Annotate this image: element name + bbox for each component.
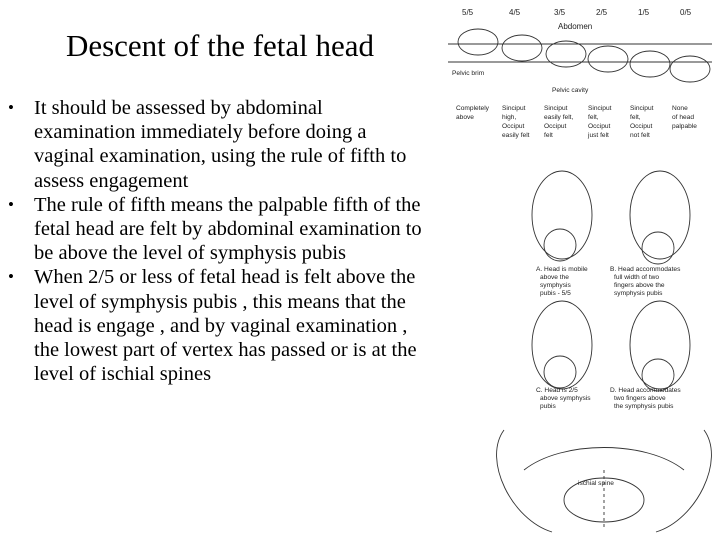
fifth-label: 0/5 (680, 8, 692, 17)
descriptor-line: palpable (672, 123, 697, 130)
descriptor-line: Occiput (502, 123, 525, 130)
bullet-list (8, 96, 428, 386)
fifth-label: 1/5 (638, 8, 650, 17)
caption-line: A. Head is mobile (536, 266, 588, 273)
pelvic-cavity-label: Pelvic cavity (552, 87, 589, 94)
descriptor-line: not felt (630, 132, 650, 139)
caption-line: B. Head accommodates (610, 266, 681, 273)
caption-line: above the (540, 274, 569, 281)
slide-title: Descent of the fetal head (65, 28, 375, 63)
fetal-head (544, 229, 576, 261)
descriptor-line: Sinciput (588, 105, 612, 112)
fetus-sketch (532, 171, 592, 259)
pelvic-brim-label: Pelvic brim (452, 70, 485, 77)
fetal-head (588, 46, 628, 72)
caption-line: C. Head is 2/5 (536, 387, 578, 394)
descriptor-line: Completely (456, 105, 489, 112)
descriptor-line: Sinciput (630, 105, 654, 112)
head-sketches (448, 29, 712, 94)
descriptor-line: easily felt, (544, 114, 574, 121)
descriptor-line: None (672, 105, 688, 112)
descriptor-line: Occiput (630, 123, 653, 130)
descriptor-line: high, (502, 114, 517, 121)
descriptor-line: Occiput (544, 123, 567, 130)
bullet-item (8, 193, 428, 266)
descriptor-line: felt, (588, 114, 599, 121)
descriptor-line: felt (544, 132, 553, 139)
pelvis-outline (497, 430, 552, 532)
descriptor-line: of head (672, 114, 694, 121)
bullet-item (8, 96, 428, 193)
caption-line: full width of two (614, 274, 660, 281)
descriptor-line: easily felt (502, 132, 530, 139)
fetus-sketch (630, 171, 690, 259)
descriptor-line: above (456, 114, 474, 121)
caption-line: fingers above the (614, 282, 665, 289)
fifth-label: 2/5 (596, 8, 608, 17)
caption-line: symphysis pubis (614, 290, 663, 297)
fifths-scale (462, 8, 692, 31)
caption-line: pubis - 5/5 (540, 290, 571, 297)
pelvis-outline (656, 430, 711, 532)
bullet-text: When 2/5 or less of fetal head is felt above the level of symphysis pubis , this means that the head is engage , and by vaginal examination , the lowest part of vertex has passed or is at the level of ischial spines (34, 266, 417, 386)
caption-line: two fingers above (614, 395, 666, 402)
fifth-label: 3/5 (554, 8, 566, 17)
bullet-dot: • (8, 98, 14, 117)
fetus-sketch (630, 301, 690, 389)
caption-line: the symphysis pubis (614, 403, 674, 410)
descriptor-row (456, 105, 697, 139)
bullet-item (8, 265, 428, 386)
ischial-spine-label: ischial spine (578, 480, 614, 487)
pelvis-sketch (497, 430, 712, 532)
caption-line: above symphysis (540, 395, 591, 402)
bullet-text: It should be assessed by abdominal examination immediately before doing a vaginal examination, using the rule of fifth to assess engagement (34, 97, 407, 192)
fetal-head (458, 29, 498, 55)
caption-line: D. Head accommodates (610, 387, 681, 394)
descriptor-line: just felt (588, 132, 609, 139)
fetal-head (544, 356, 576, 388)
caption-line: pubis (540, 403, 556, 410)
descriptor-line: felt, (630, 114, 641, 121)
fetus-sketch (532, 301, 592, 389)
pelvic-inlet (524, 448, 684, 471)
descriptor-line: Sinciput (502, 105, 526, 112)
descriptor-line: Sinciput (544, 105, 568, 112)
bullet-text: The rule of fifth means the palpable fifth of the fetal head are felt by abdominal examination to be above the level of symphysis pubis (34, 193, 422, 265)
fetal-head (630, 51, 670, 77)
descriptor-line: Occiput (588, 123, 611, 130)
engagement-diagram (442, 0, 720, 540)
abdomen-label: Abdomen (558, 22, 593, 31)
bullet-dot: • (8, 194, 14, 214)
fifth-label: 4/5 (509, 8, 521, 17)
caption-line: symphysis (540, 282, 571, 289)
fetal-head (502, 35, 542, 61)
fetal-head (670, 56, 710, 82)
fifth-label: 5/5 (462, 8, 474, 17)
bullet-dot: • (8, 267, 14, 287)
fetal-head (546, 41, 586, 67)
palpation-sketches (532, 171, 690, 410)
engagement-figure (442, 0, 720, 540)
